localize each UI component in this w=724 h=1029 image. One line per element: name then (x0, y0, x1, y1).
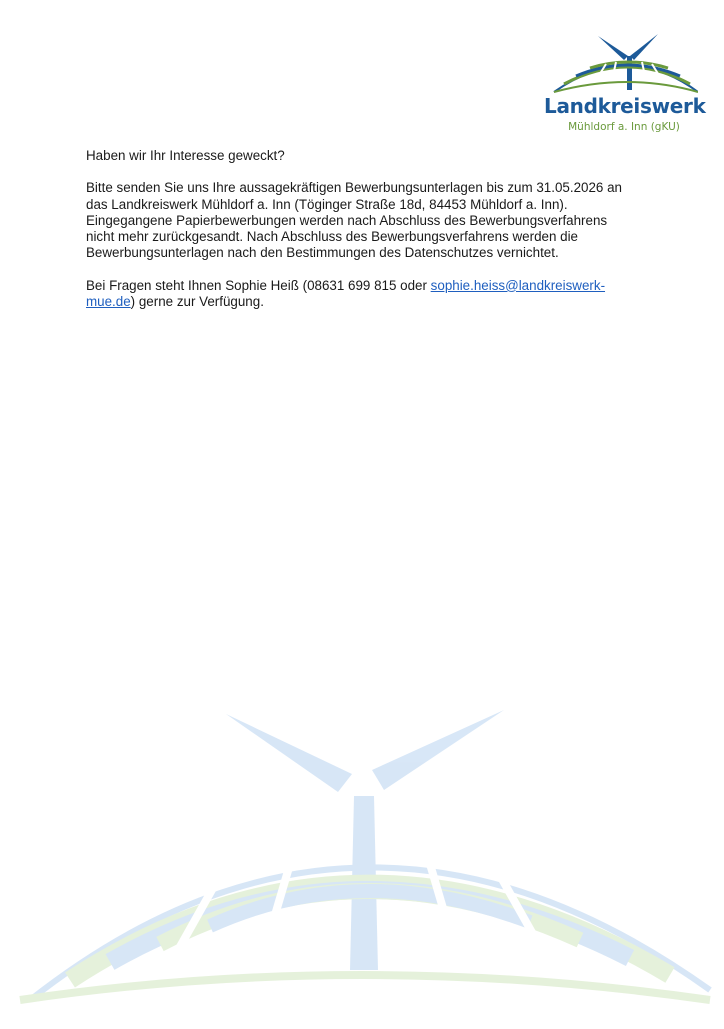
contact-text-after: ) gerne zur Verfügung. (130, 294, 264, 310)
watermark-logo (0, 700, 724, 1024)
letter-body (86, 148, 638, 326)
intro-line: Haben wir Ihr Interesse geweckt? (86, 148, 285, 163)
contact-text-before: Bei Fragen steht Ihnen Sophie Heiß (08631 699 815 oder (86, 277, 431, 293)
wind-turbine-solar-icon (550, 32, 698, 94)
contact-paragraph (86, 278, 638, 311)
logo-subtitle: Mühldorf a. Inn (gKU) (568, 121, 680, 133)
contact-email-link[interactable]: sophie.heiss@landkreiswerk-mue.de (86, 277, 606, 310)
application-paragraph: Bitte senden Sie uns Ihre aussagekräftigen Bewerbungsunterlagen bis zum 31.05.2026 an das Landkreiswerk Mühldorf a. Inn (Töginger Straße 18d, 84453 Mühldorf a. Inn). Eingegangene Papierbewerbungen werden nach Abschluss des Bewerbungsverfahrens nicht mehr zurückgesandt. Nach Abschluss des Bewerbungsverfahrens werden die Bewerbungsunterlagen nach den Bestimmungen des Datenschutzes vernichtet. (86, 180, 622, 261)
company-logo (544, 32, 704, 140)
logo-title: Landkreiswerk (544, 94, 706, 118)
wind-turbine-solar-watermark-icon (0, 700, 724, 1024)
